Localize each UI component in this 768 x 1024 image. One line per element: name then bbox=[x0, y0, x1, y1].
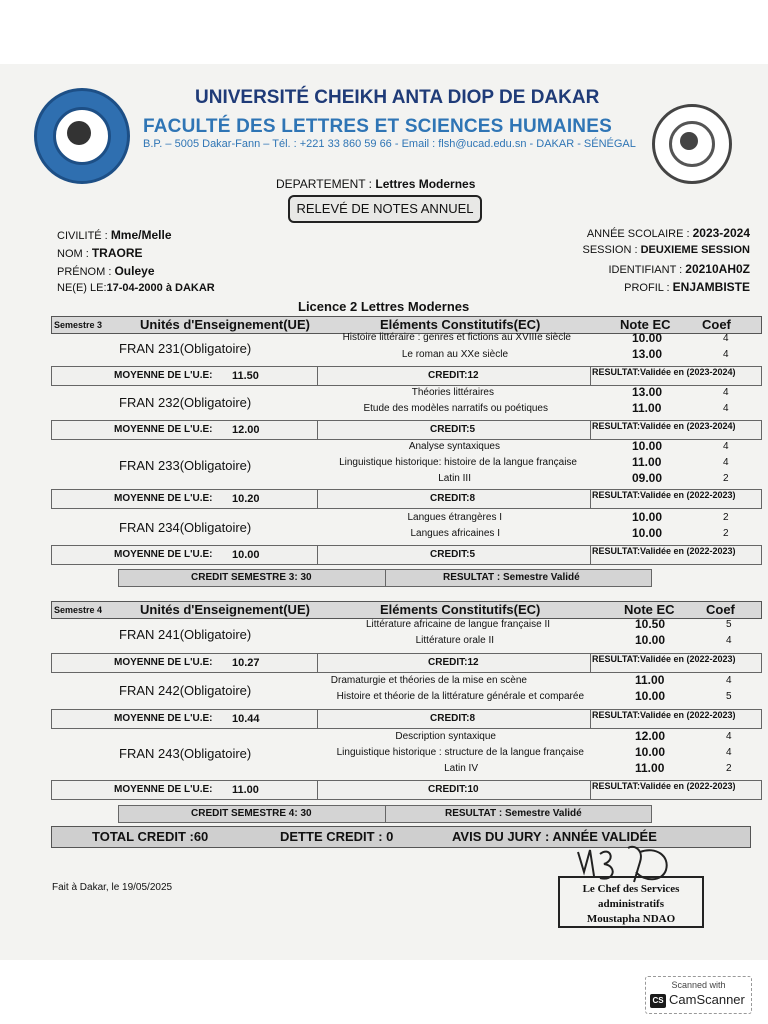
ec-name: Latin III bbox=[438, 473, 471, 484]
ec-name: Etude des modèles narratifs ou poétiques bbox=[363, 403, 548, 414]
ec-note: 10.00 bbox=[635, 633, 666, 647]
ue-name: FRAN 243(Obligatoire) bbox=[119, 746, 252, 761]
ec-column-header: Eléments Constitutifs(EC) bbox=[380, 602, 541, 617]
civilite-label: CIVILITÉ : bbox=[57, 230, 108, 242]
ec-coef: 4 bbox=[726, 635, 732, 646]
ue-credit: CREDIT:12 bbox=[428, 657, 479, 668]
moyenne-value: 10.44 bbox=[232, 713, 260, 725]
moyenne-label: MOYENNE DE L'U.E: bbox=[114, 657, 213, 668]
ue-name: FRAN 232(Obligatoire) bbox=[119, 395, 252, 410]
issue-date: Fait à Dakar, le 19/05/2025 bbox=[52, 882, 173, 893]
department-label: DEPARTEMENT : bbox=[276, 177, 373, 191]
semester-resultat: RESULTAT : Semestre Validé bbox=[445, 808, 582, 819]
ec-note: 10.00 bbox=[632, 331, 663, 345]
seal-gear-emblem bbox=[67, 121, 91, 145]
ec-note: 10.00 bbox=[632, 439, 663, 453]
ue-name: FRAN 233(Obligatoire) bbox=[119, 458, 252, 473]
prenom-line bbox=[57, 264, 155, 278]
ue-name: FRAN 241(Obligatoire) bbox=[119, 627, 252, 642]
ec-coef: 4 bbox=[726, 747, 732, 758]
nom-value: TRAORE bbox=[91, 246, 143, 260]
prenom-value: Ouleye bbox=[114, 264, 155, 278]
ec-note: 11.00 bbox=[635, 761, 665, 775]
ue-credit: CREDIT:10 bbox=[428, 784, 479, 795]
faculty-name: FACULTÉ DES LETTRES ET SCIENCES HUMAINES bbox=[143, 116, 612, 137]
ec-name: Théories littéraires bbox=[411, 387, 494, 398]
moyenne-value: 12.00 bbox=[232, 424, 260, 436]
camscanner-name: CamScanner bbox=[669, 992, 745, 1007]
dette-credit: DETTE CREDIT : 0 bbox=[280, 829, 394, 844]
ue-summary-row bbox=[51, 420, 762, 440]
signatory-block bbox=[558, 876, 704, 928]
ec-coef: 4 bbox=[723, 403, 729, 414]
ec-note: 13.00 bbox=[632, 347, 663, 361]
ue-credit: CREDIT:5 bbox=[430, 424, 476, 435]
ec-coef: 4 bbox=[723, 387, 729, 398]
seal-gear-emblem bbox=[680, 132, 698, 150]
session-label: SESSION : bbox=[582, 244, 638, 256]
ue-name: FRAN 234(Obligatoire) bbox=[119, 520, 252, 535]
ec-coef: 5 bbox=[726, 619, 732, 630]
ec-name: Le roman au XXe siècle bbox=[401, 349, 508, 360]
ec-name: Littérature orale II bbox=[415, 635, 494, 646]
moyenne-value: 11.50 bbox=[232, 370, 259, 382]
signatory-title-2: administratifs bbox=[598, 898, 664, 910]
moyenne-label: MOYENNE DE L'U.E: bbox=[114, 713, 213, 724]
ec-name: Analyse syntaxiques bbox=[408, 441, 500, 452]
semester-4-label: Semestre 4 bbox=[54, 605, 103, 615]
moyenne-label: MOYENNE DE L'U.E: bbox=[114, 424, 213, 435]
ue-resultat: RESULTAT:Validée en (2022-2023) bbox=[592, 490, 736, 500]
ec-note: 10.00 bbox=[635, 689, 666, 703]
semester-3-summary bbox=[118, 569, 652, 587]
department-value: Lettres Modernes bbox=[375, 177, 476, 191]
ue-resultat: RESULTAT:Validée en (2023-2024) bbox=[592, 367, 736, 377]
ec-note: 12.00 bbox=[635, 729, 666, 743]
ue-resultat: RESULTAT:Validée en (2022-2023) bbox=[592, 546, 736, 556]
ue-summary-row bbox=[51, 653, 762, 673]
ue-resultat: RESULTAT:Validée en (2022-2023) bbox=[592, 781, 736, 791]
ue-summary-row bbox=[51, 489, 762, 509]
ec-coef: 4 bbox=[723, 441, 729, 452]
faculty-seal-right bbox=[652, 104, 732, 184]
ec-note: 10.00 bbox=[632, 510, 663, 524]
department-line bbox=[276, 177, 475, 191]
profil-line bbox=[624, 280, 750, 294]
ec-name: Dramaturgie et théories de la mise en scène bbox=[330, 675, 527, 686]
ec-column-header: Eléments Constitutifs(EC) bbox=[380, 317, 541, 332]
ec-name: Histoire littéraire : genres et fictions au XVIIIe siècle bbox=[342, 332, 571, 343]
ec-name: Latin IV bbox=[444, 763, 478, 774]
ec-coef: 2 bbox=[723, 528, 729, 539]
annee-label: ANNÉE SCOLAIRE : bbox=[586, 228, 690, 240]
ec-coef: 5 bbox=[726, 691, 732, 702]
ec-coef: 4 bbox=[723, 457, 729, 468]
ec-name: Langues étrangères I bbox=[407, 512, 502, 523]
university-seal-left bbox=[34, 88, 130, 184]
ec-coef: 4 bbox=[723, 349, 729, 360]
signatory-name: Moustapha NDAO bbox=[586, 913, 676, 925]
ec-coef: 2 bbox=[723, 473, 729, 484]
scanned-with-text: Scanned with bbox=[671, 980, 726, 990]
identifiant-line bbox=[608, 262, 750, 276]
ue-name: FRAN 231(Obligatoire) bbox=[119, 341, 252, 356]
ec-coef: 4 bbox=[723, 333, 729, 344]
semester-4-summary bbox=[118, 805, 652, 823]
semester-credit-total: CREDIT SEMESTRE 4: 30 bbox=[191, 808, 312, 819]
program-title: Licence 2 Lettres Modernes bbox=[298, 299, 470, 314]
semester-3-label: Semestre 3 bbox=[54, 320, 103, 330]
total-credit: TOTAL CREDIT :60 bbox=[92, 829, 209, 844]
ue-summary-row bbox=[51, 780, 762, 800]
ue-resultat: RESULTAT:Validée en (2023-2024) bbox=[592, 421, 736, 431]
moyenne-value: 10.20 bbox=[232, 493, 260, 505]
ue-credit: CREDIT:12 bbox=[428, 370, 479, 381]
ec-name: Linguistique historique : structure de la langue française bbox=[336, 747, 584, 758]
faculty-address: B.P. – 5005 Dakar-Fann – Tél. : +221 33 860 59 66 - Email : flsh@ucad.edu.sn - DAKAR - SÉNÉGAL bbox=[143, 138, 636, 150]
naissance-label: NE(E) LE: bbox=[57, 282, 107, 294]
ec-note: 10.00 bbox=[632, 526, 663, 540]
ec-name: Histoire et théorie de la littérature générale et comparée bbox=[336, 691, 584, 702]
ue-resultat: RESULTAT:Validée en (2022-2023) bbox=[592, 654, 736, 664]
ue-summary-row bbox=[51, 709, 762, 729]
ue-summary-row bbox=[51, 366, 762, 386]
civilite-line bbox=[57, 228, 172, 242]
ec-note: 09.00 bbox=[632, 471, 663, 485]
moyenne-value: 10.27 bbox=[232, 657, 260, 669]
annee-value: 2023-2024 bbox=[692, 226, 750, 240]
ec-note: 10.50 bbox=[635, 617, 666, 631]
nom-label: NOM : bbox=[57, 248, 89, 260]
ec-coef: 4 bbox=[726, 731, 732, 742]
ec-note: 11.00 bbox=[635, 673, 665, 687]
ec-name: Linguistique historique: histoire de la langue française bbox=[339, 457, 577, 468]
civilite-value: Mme/Melle bbox=[110, 228, 172, 242]
naissance-value: 17-04-2000 à DAKAR bbox=[106, 282, 215, 294]
note-column-header: Note EC bbox=[620, 317, 671, 332]
ec-note: 10.00 bbox=[635, 745, 666, 759]
ue-column-header: Unités d'Enseignement(UE) bbox=[140, 602, 310, 617]
moyenne-label: MOYENNE DE L'U.E: bbox=[114, 370, 213, 381]
signatory-title: Le Chef des Services bbox=[582, 883, 680, 895]
moyenne-label: MOYENNE DE L'U.E: bbox=[114, 493, 213, 504]
ec-coef: 4 bbox=[726, 675, 732, 686]
semester-resultat: RESULTAT : Semestre Validé bbox=[443, 572, 580, 583]
camscanner-watermark bbox=[645, 976, 752, 1014]
coef-column-header: Coef bbox=[702, 317, 731, 332]
annee-line bbox=[587, 226, 750, 240]
ue-resultat: RESULTAT:Validée en (2022-2023) bbox=[592, 710, 736, 720]
moyenne-value: 11.00 bbox=[232, 784, 259, 796]
ec-name: Littérature africaine de langue française II bbox=[366, 619, 550, 630]
semester-credit-total: CREDIT SEMESTRE 3: 30 bbox=[191, 572, 312, 583]
ue-column-header: Unités d'Enseignement(UE) bbox=[140, 317, 310, 332]
note-column-header: Note EC bbox=[624, 602, 675, 617]
ue-credit: CREDIT:5 bbox=[430, 549, 476, 560]
profil-value: ENJAMBISTE bbox=[672, 280, 750, 294]
profil-label: PROFIL : bbox=[624, 282, 670, 294]
camscanner-logo-icon: CS bbox=[650, 994, 666, 1008]
ec-coef: 2 bbox=[726, 763, 732, 774]
identifiant-label: IDENTIFIANT : bbox=[608, 264, 683, 276]
ec-coef: 2 bbox=[723, 512, 729, 523]
avis-jury: AVIS DU JURY : ANNÉE VALIDÉE bbox=[452, 829, 657, 844]
ec-note: 13.00 bbox=[632, 385, 663, 399]
ec-note: 11.00 bbox=[632, 401, 662, 415]
session-value: DEUXIEME SESSION bbox=[640, 244, 750, 256]
ue-credit: CREDIT:8 bbox=[430, 493, 476, 504]
document-title: RELEVÉ DE NOTES ANNUEL bbox=[288, 195, 482, 223]
ec-name: Langues africaines I bbox=[410, 528, 500, 539]
session-line bbox=[582, 244, 750, 256]
naissance-line bbox=[57, 282, 215, 294]
identifiant-value: 20210AH0Z bbox=[685, 262, 750, 276]
ec-note: 11.00 bbox=[632, 455, 662, 469]
ue-credit: CREDIT:8 bbox=[430, 713, 476, 724]
prenom-label: PRÉNOM : bbox=[57, 266, 112, 278]
moyenne-value: 10.00 bbox=[232, 549, 260, 561]
ue-summary-row bbox=[51, 545, 762, 565]
nom-line bbox=[57, 246, 143, 260]
ec-name: Description syntaxique bbox=[395, 731, 496, 742]
coef-column-header: Coef bbox=[706, 602, 735, 617]
ue-name: FRAN 242(Obligatoire) bbox=[119, 683, 252, 698]
moyenne-label: MOYENNE DE L'U.E: bbox=[114, 549, 213, 560]
university-name: UNIVERSITÉ CHEIKH ANTA DIOP DE DAKAR bbox=[195, 87, 600, 108]
moyenne-label: MOYENNE DE L'U.E: bbox=[114, 784, 213, 795]
